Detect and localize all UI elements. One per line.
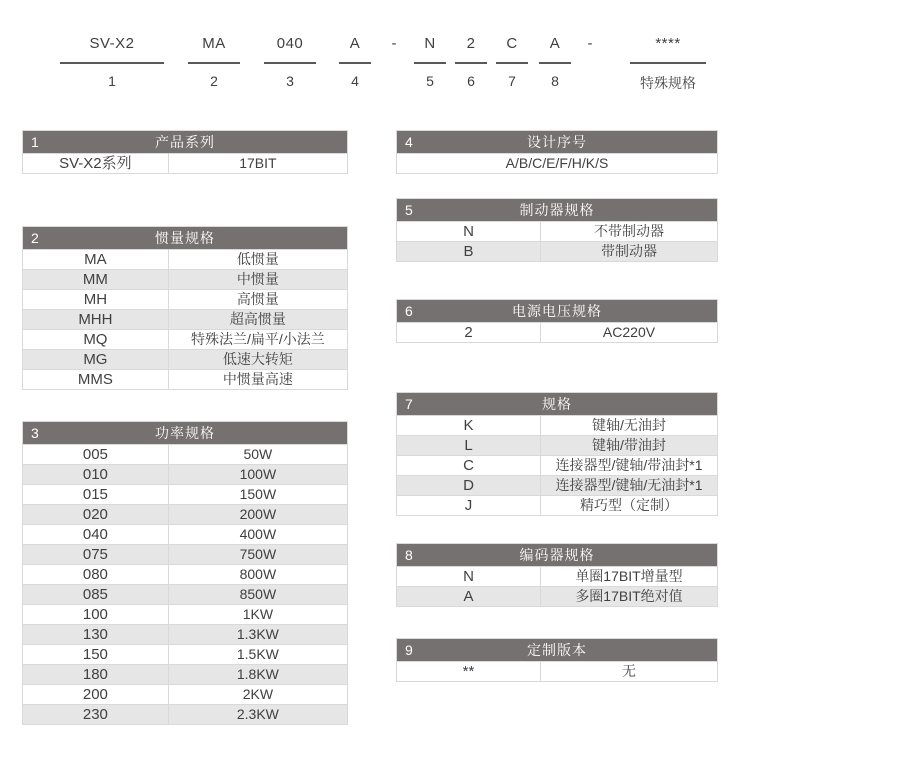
code-cell: J: [397, 496, 541, 515]
table-product-series: [22, 130, 348, 174]
table-inertia-spec: [22, 226, 348, 390]
description-cell: 2.3KW: [236, 706, 279, 722]
description-cell: 100W: [239, 466, 277, 482]
description-cell: 150W: [239, 486, 277, 502]
table-row: [23, 349, 347, 369]
table-title: 惯量规格: [155, 230, 215, 246]
code-segment-1: [60, 34, 164, 89]
description-cell: 1.8KW: [236, 666, 279, 682]
description-cell: 连接器型/键轴/带油封*1: [555, 457, 703, 473]
segment-code: SV-X2: [60, 34, 164, 64]
code-separator: -: [587, 35, 593, 52]
table-row: [23, 329, 347, 349]
description-cell: 2KW: [242, 686, 274, 702]
code-cell: SV-X2系列: [23, 154, 169, 173]
code-cell: C: [397, 456, 541, 475]
description-cell: 单圈17BIT增量型: [575, 568, 683, 584]
description-cell: 17BIT: [239, 155, 277, 171]
segment-number: 1: [108, 73, 116, 89]
table-shaft-spec: [396, 392, 718, 516]
table-title: 设计序号: [527, 134, 587, 150]
description-cell: 无: [622, 663, 636, 679]
code-cell: K: [397, 416, 541, 435]
code-cell: MM: [23, 270, 169, 289]
table-row: [397, 435, 717, 455]
description-cell: AC220V: [602, 324, 656, 340]
table-row: [23, 153, 347, 173]
table-row: [397, 661, 717, 681]
code-cell: MH: [23, 290, 169, 309]
description-cell: 1KW: [242, 606, 274, 622]
table-encoder-spec: [396, 543, 718, 607]
segment-number: 3: [286, 73, 294, 89]
code-segment-3: [264, 34, 316, 89]
table-header: [397, 544, 717, 566]
table-row: [23, 564, 347, 584]
description-cell: 连接器型/键轴/无油封*1: [555, 477, 703, 493]
table-brake-spec: [396, 198, 718, 262]
description-cell: 键轴/无油封: [592, 417, 666, 433]
description-cell: 低速大转矩: [222, 351, 293, 367]
table-row: [397, 415, 717, 435]
code-segment-7: [496, 34, 528, 89]
description-cell: 低惯量: [236, 251, 279, 267]
description-cell: 中惯量高速: [222, 371, 293, 387]
code-cell: **: [397, 662, 541, 681]
description-cell: 键轴/带油封: [592, 437, 666, 453]
segment-number: 7: [508, 73, 516, 89]
table-row: [397, 322, 717, 342]
code-cell: 005: [23, 445, 169, 464]
code-cell: N: [397, 222, 541, 241]
code-segment-5: [414, 34, 446, 89]
table-title: 定制版本: [527, 642, 587, 658]
value-cell: A/B/C/E/F/H/K/S: [505, 155, 609, 171]
segment-code: N: [414, 34, 446, 64]
code-cell: D: [397, 476, 541, 495]
table-row: [397, 455, 717, 475]
table-custom-version: [396, 638, 718, 682]
description-cell: 750W: [239, 546, 277, 562]
code-cell: 015: [23, 485, 169, 504]
code-cell: 2: [397, 323, 541, 342]
table-row: [397, 586, 717, 606]
table-design-serial: [396, 130, 718, 174]
table-title: 电源电压规格: [512, 303, 602, 319]
table-row: [397, 153, 717, 173]
table-row: [23, 444, 347, 464]
table-title: 功率规格: [155, 425, 215, 441]
code-segment-special: [630, 34, 706, 93]
description-cell: 超高惯量: [229, 311, 286, 327]
table-row: [23, 484, 347, 504]
code-cell: MHH: [23, 310, 169, 329]
table-header: [397, 393, 717, 415]
table-row: [23, 309, 347, 329]
table-row: [397, 566, 717, 586]
table-row: [23, 369, 347, 389]
segment-number: 2: [210, 73, 218, 89]
code-cell: 010: [23, 465, 169, 484]
table-row: [397, 495, 717, 515]
table-header: [23, 131, 347, 153]
table-title: 制动器规格: [519, 202, 595, 218]
code-cell: 100: [23, 605, 169, 624]
code-cell: 150: [23, 645, 169, 664]
table-header: [23, 422, 347, 444]
table-title: 产品系列: [155, 134, 215, 150]
table-number: 1: [31, 134, 39, 150]
table-header: [23, 227, 347, 249]
table-header: [397, 639, 717, 661]
table-power-spec: [22, 421, 348, 725]
segment-code: 2: [455, 34, 487, 64]
table-row: [23, 544, 347, 564]
table-number: 6: [405, 303, 413, 319]
code-cell: 075: [23, 545, 169, 564]
code-cell: 200: [23, 685, 169, 704]
table-row: [23, 644, 347, 664]
segment-code: C: [496, 34, 528, 64]
code-cell: 080: [23, 565, 169, 584]
table-row: [397, 475, 717, 495]
code-segment-4: [339, 34, 371, 89]
code-cell: MMS: [23, 370, 169, 389]
code-cell: 085: [23, 585, 169, 604]
segment-code: MA: [188, 34, 240, 64]
description-cell: 多圈17BIT绝对值: [575, 588, 683, 604]
table-header: [397, 199, 717, 221]
code-cell: N: [397, 567, 541, 586]
segment-code: 040: [264, 34, 316, 64]
code-cell: B: [397, 242, 541, 261]
table-row: [23, 464, 347, 484]
description-cell: 带制动器: [601, 243, 657, 259]
table-number: 7: [405, 396, 413, 412]
table-number: 2: [31, 230, 39, 246]
table-row: [23, 584, 347, 604]
table-header: [397, 131, 717, 153]
code-cell: 230: [23, 705, 169, 724]
segment-number: 4: [351, 73, 359, 89]
description-cell: 不带制动器: [594, 223, 664, 239]
code-cell: 040: [23, 525, 169, 544]
description-cell: 高惯量: [236, 291, 279, 307]
description-cell: 特殊法兰/扁平/小法兰: [191, 331, 325, 347]
code-cell: L: [397, 436, 541, 455]
code-cell: 180: [23, 665, 169, 684]
description-cell: 1.3KW: [236, 626, 279, 642]
description-cell: 850W: [239, 586, 277, 602]
segment-number: 8: [551, 73, 559, 89]
code-cell: MA: [23, 250, 169, 269]
table-number: 8: [405, 547, 413, 563]
table-row: [23, 684, 347, 704]
table-row: [397, 221, 717, 241]
table-row: [23, 504, 347, 524]
table-row: [23, 524, 347, 544]
segment-code: ****: [630, 34, 706, 64]
table-voltage-spec: [396, 299, 718, 343]
code-cell: MQ: [23, 330, 169, 349]
segment-number: 特殊规格: [640, 75, 696, 91]
table-row: [23, 289, 347, 309]
code-cell: MG: [23, 350, 169, 369]
table-row: [23, 664, 347, 684]
table-row: [23, 624, 347, 644]
description-cell: 中惯量: [236, 271, 279, 287]
table-number: 4: [405, 134, 413, 150]
description-cell: 800W: [239, 566, 277, 582]
segment-code: A: [339, 34, 371, 64]
code-segment-8: [539, 34, 571, 89]
table-row: [23, 604, 347, 624]
table-row: [23, 704, 347, 724]
code-separator: -: [391, 35, 397, 52]
table-number: 3: [31, 425, 39, 441]
segment-code: A: [539, 34, 571, 64]
table-row: [23, 269, 347, 289]
segment-number: 5: [426, 73, 434, 89]
segment-number: 6: [467, 73, 475, 89]
table-number: 5: [405, 202, 413, 218]
description-cell: 精巧型（定制）: [580, 497, 678, 513]
table-number: 9: [405, 642, 413, 658]
table-row: [397, 241, 717, 261]
description-cell: 1.5KW: [236, 646, 279, 662]
description-cell: 400W: [239, 526, 277, 542]
code-cell: 130: [23, 625, 169, 644]
code-segment-6: [455, 34, 487, 89]
table-header: [397, 300, 717, 322]
code-cell: A: [397, 587, 541, 606]
code-segment-2: [188, 34, 240, 89]
code-cell: 020: [23, 505, 169, 524]
description-cell: 50W: [243, 446, 273, 462]
table-title: 规格: [542, 396, 572, 412]
table-row: [23, 249, 347, 269]
table-title: 编码器规格: [519, 547, 595, 563]
description-cell: 200W: [239, 506, 277, 522]
